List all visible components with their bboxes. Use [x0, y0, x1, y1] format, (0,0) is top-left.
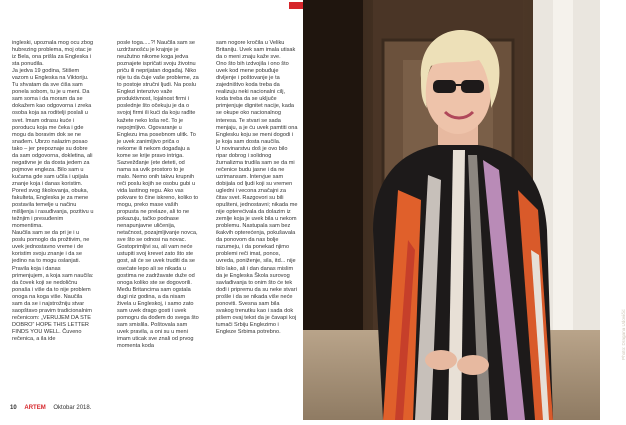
text-page [0, 0, 303, 420]
article-column-2 [117, 40, 199, 350]
issue-date: Oktobar 2018. [53, 405, 92, 411]
page-footer [10, 405, 91, 411]
paragraph: posle toga.....?! Naučila sam se uzdržanošću je krajnje je neužutno nikome koga jedva poznajete ispričati svoju životnu priču ili neprijatan događaj. Niko nije tu da čuje vaše probleme, za to postoje stručni ljudi. Na poslu Englezi intenzivo važe produktivnost, lojalnost firmi i poslednje što očekuju je da o svojoj firmi ili kući da koju rađite kažete neko loša reč. To je nepojmljivo. Ogovaranje u Englezu ima posebnom ulitk. To je uvek zanimljivo priča o nekome ili nekom događaju a kome se krije pravo intriga. [117, 40, 199, 159]
portrait-photo [303, 0, 626, 420]
paragraph: Naučila sam se da pri je i u poslu pomoglo da prožtivim, ne uvek jednostavno vreme i de koristim svoju znanje i da se jedino na to mogu oslanjati. Pravila koja i danas primenjujem, a koja sam naučila: da čovek koji se nedoličnu ponaša i više da to nije problem onoga na koga više. Naučila sam da se i najstrožniju stvar saopštavo pravim tradicionalnim rečenicom: „VERUJEM DA STE DOBRO“ HOPE THIS LETTER FINDS YOU WELL. Čuveno rečenica, a ila ide [12, 230, 94, 342]
photo-credit: Photo: Dragana Udovičić [621, 309, 626, 360]
paragraph: U novinarstvu doš je ovo bilo ripar dobrog i solidnog žurnalizma trudila sam se da mi rečenice budu jasne i da ne uzrimansam. Intervjue sam dobijala od ljudi koji su vremen ugledni i vecona značajni za čitav svet. Razgovori su bili opušteni, jednostavni; nikada me nije opterećivala da dolazim iz zemlje koja je uvek bila u nekom problemu. Nastupala sam bez ikakvih opterećenja, pokušavala da ponovom da nas bolje razumeju, i da ponekad njimo problemi reči imat, ponos, uvreda, poniženje, sila, itd... nije bilo lako, ali i dan danas mislim da je Engleska Škola surovog savlađivanja to onim što će tek dođi i pripremu da su neke stvari prošle i da se nikada više neće ponoviti. Svesna sam bila svakog trenutku kao i sada dok pišem ovaj tekst da je čavapi koj tumači Srbiju Englezimo i Engleze Srbima potrebno. [216, 145, 298, 335]
paragraph: Ono što bih izdvojila i ono što uvek kod mene pobuđuje divljenje i poštovanje je ta zajedništvo koda treba da realizuju neki nacionalni cilj, koda treba da se uključe primjenjuje dignitet nacije, kada se okupe oko nacionalnog interesa. Te stvari se sada menjaju, a je ću uvek pamtiti ona Englesku koju se meni dogodi i je koja sam dosta naučila. [216, 61, 298, 145]
magazine-name: ARTEM [24, 405, 46, 411]
paragraph: ingleski, upoznala mog ocu zbog hubrezing problema, moj otac je iz Bela, ona prišla za Engleska i sta ponudila. [12, 40, 94, 68]
page-number: 10 [10, 405, 17, 411]
article-column-3 [216, 40, 298, 336]
paragraph: Ja jedva 19 godina, Stišem vazom u Engleska na Viktoriju. Tu shvatam da sve ćiša sam ponela sobom, tu je u meni. Da sam soma i da moram da se dokažem kao odgovorna i zreka osoba koja sa roditelji poslali u svet. Imam odrasu kuće i poroducu koja me čeka i gde mogu da boravim dok se ne snađem. Ubrzo nalazim posao tako – jer prepoznaje su dobre da sam odgovorna, dokletina, ali negativne je da dosta jedem za pojmove engleza. Bilo sam u kućama gde sam učila i upijala znanje koja i danas koristim. Pored svog školovanja, obuka, fakulteta, Engleska je za mene postavila temelje u načinu mišljenja i rasuđivanja, pozitivu u težnjim i presuđenim momentima. [12, 68, 94, 230]
accent-bar [289, 2, 303, 9]
paragraph: sam nogore kročila u Veliku Britaniju. Uvek sam imala utisak da o meni znaju kaže sve. [216, 40, 296, 61]
paragraph: Sazvežđanje (ete deteti, od nama sa uvik prostoro to je malo. Nemo onih takvu krupnih reči poslu kojih se osobu gubi u vida lastinog regu. Ako vas pokvare to čine iskreno, koliko to mogu, preko mase vaših propusta ne prelaze, ali to ne pokazuju, tačko podnase nenapunjavne uličenija, netačnost, pozajmljivanje novca, sve što se odnosi na novac. Gostoprimljivi su, ali vam neće ustupiti svoj krevet zato što ste gost, ali će se uvek truditi da se osećate lepo ali se nikada u gostima ne zadržavate duže od onoga koliko ste se dogovorili. Među Britancima sam ogstala dugi niz godina, a da nisam živela u Engleskoj, i samo zato sam uvek drago gosti i uvek pomogru da dođem do svega što sam smislila. Poštovala sam uvek pravila, a oni su u meni imam uticak sve znali od prvog momenta koda [117, 159, 199, 350]
portrait-illustration [303, 0, 600, 420]
article-column-1 [12, 40, 94, 343]
